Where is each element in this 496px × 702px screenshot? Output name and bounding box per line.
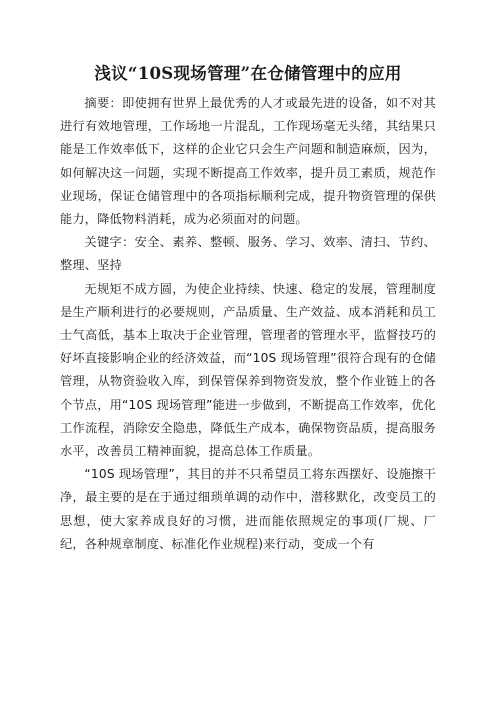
keywords-paragraph: 关键字：安全、素养、整顿、服务、学习、效率、清扫、节约、整理、坚持 — [60, 235, 436, 273]
abstract-paragraph: 摘要：即使拥有世界上最优秀的人才或最先进的设备，如不对其进行有效地管理，工作场地一片混乱，工作现场毫无头绪，其结果只能是工作效率低下，这样的企业它只会生产问题和制造麻烦，因为，如何解决这一问题，实现不断提高工作效率，提升员工素质，规范作业现场，保证仓储管理中的各项指标顺利完成，提升物资管理的保供能力，降低物料消耗，成为必须面对的问题。 — [60, 96, 436, 227]
document-page — [60, 62, 436, 556]
body-paragraph-1: 无规矩不成方圆，为使企业持续、快速、稳定的发展，管理制度是生产顺利进行的必要规则，产品质量、生产效益、成本消耗和员工士气高低，基本上取决于企业管理，管理者的管理水平，监督技巧的好坏直接影响企业的经济效益，而“10S 现场管理”很符合现有的仓储管理，从物资验收入库，到保管保养到物资发放，整个作业链上的各个节点，用“10S 现场管理”能进一步做到，不断提高工作效率，优化工作流程，消除安全隐患，降低生产成本，确保物资品质，提高服务水平，改善员工精神面貌，提高总体工作质量。 — [60, 281, 436, 459]
body-paragraph-2: “10S 现场管理”，其目的并不只希望员工将东西摆好、设施擦干净，最主要的是在于通过细琐单调的动作中，潜移默化，改变员工的思想，使大家养成良好的习惯，进而能依照规定的事项(厂规、厂纪，各种规章制度、标准化作业规程)来行动，变成一个有 — [60, 467, 436, 551]
document-title: 浅议“10S现场管理”在仓储管理中的应用 — [94, 64, 402, 83]
